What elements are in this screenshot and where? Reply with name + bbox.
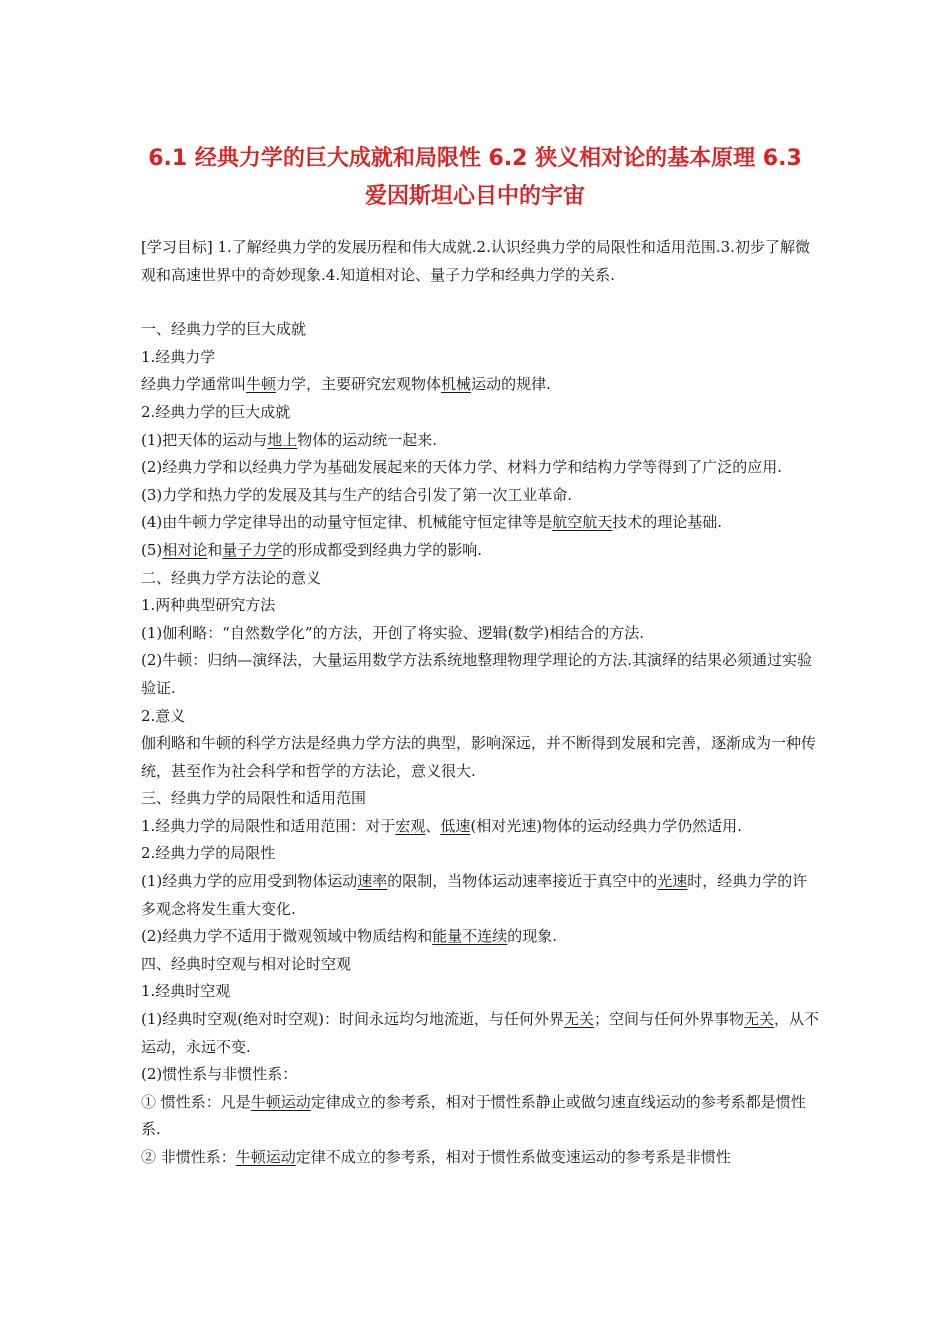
blank-answer: 无关: [744, 1010, 775, 1029]
section-4-sub-1: 1.经典时空观: [141, 982, 231, 1001]
section-2-sub-2: 2.意义: [141, 706, 186, 725]
section-3-item-2: (2)经典力学不适用于微观领域中物质结构和能量不连续的现象.: [141, 927, 558, 946]
section-3-sub-1: 1.经典力学的局限性和适用范围：对于宏观、低速(相对光速)物体的运动经典力学仍然适用.: [141, 816, 742, 835]
page-title: [120, 140, 830, 216]
blank-answer: 地上: [267, 430, 298, 449]
section-1-heading: 一、经典力学的巨大成就: [141, 320, 307, 339]
section-4-circled-1: ① 惯性系：凡是牛顿运动定律成立的参考系，相对于惯性系静止或做匀速直线运动的参考系都是惯性系.: [141, 1092, 806, 1139]
section-2-item-1: (1)伽利略：“自然数学化”的方法，开创了将实验、逻辑(数学)相结合的方法.: [141, 623, 645, 642]
section-1-item-1: (1)把天体的运动与地上物体的运动统一起来.: [141, 430, 438, 449]
blank-answer: 能量不连续: [432, 927, 508, 946]
section-2-item-2: (2)牛顿：归纳—演绎法，大量运用数学方法系统地整理物理学理论的方法.其演绎的结果必须通过实验验证.: [141, 651, 813, 697]
section-4-item-2: (2)惯性系与非惯性系：: [141, 1065, 298, 1084]
section-2-heading: 二、经典力学方法论的意义: [141, 568, 322, 587]
section-1-item-3: (3)力学和热力学的发展及其与生产的结合引发了第一次工业革命.: [141, 485, 573, 504]
blank-answer: 无关: [563, 1010, 594, 1029]
blank-answer: 量子力学: [222, 540, 283, 559]
section-4-circled-2: ② 非惯性系：牛顿运动定律不成立的参考系，相对于惯性系做变速运动的参考系是非惯性: [141, 1148, 731, 1166]
blank-answer: 牛顿运动: [250, 1092, 311, 1111]
section-1-paragraph: 经典力学通常叫牛顿力学，主要研究宏观物体机械运动的规律.: [141, 375, 551, 394]
blank-answer: 光速: [657, 872, 688, 891]
blank-answer: 牛顿运动: [235, 1148, 296, 1166]
learning-objectives: [学习目标] 1.了解经典力学的发展历程和伟大成就.2.认识经典力学的局限性和适用范围.3.初步了解微观和高速世界中的奇妙现象.4.知道相对论、量子力学和经典力学的关系.: [141, 238, 810, 284]
title-line-2: 爱因斯坦心目中的宇宙: [364, 184, 585, 209]
section-3-heading: 三、经典力学的局限性和适用范围: [141, 789, 367, 808]
section-1-item-4: (4)由牛顿力学定律导出的动量守恒定律、机械能守恒定律等是航空航天技术的理论基础.: [141, 513, 723, 532]
blank-answer: 牛顿: [246, 375, 277, 394]
document-body: [141, 234, 821, 1172]
spacer: [141, 289, 821, 316]
title-line-1: 6.1 经典力学的巨大成就和局限性 6.2 狭义相对论的基本原理 6.3: [148, 146, 802, 171]
section-1-item-2: (2)经典力学和以经典力学为基础发展起来的天体力学、材料力学和结构力学等得到了广泛的应用.: [141, 458, 783, 477]
blank-answer: 相对论: [162, 540, 208, 559]
section-1-sub-1: 1.经典力学: [141, 347, 216, 366]
section-4-heading: 四、经典时空观与相对论时空观: [141, 954, 352, 973]
blank-answer: 速率: [357, 872, 388, 891]
section-1-item-5: (5)相对论和量子力学的形成都受到经典力学的影响.: [141, 540, 483, 559]
section-3-sub-2: 2.经典力学的局限性: [141, 844, 276, 863]
blank-answer: 宏观: [395, 816, 426, 835]
section-3-item-1: (1)经典力学的应用受到物体运动速率的限制，当物体运动速率接近于真空中的光速时，经典力学的许多观念将发生重大变化.: [141, 872, 808, 918]
section-2-sub-1: 1.两种典型研究方法: [141, 596, 276, 615]
section-2-paragraph: 伽利略和牛顿的科学方法是经典力学方法的典型，影响深远，并不断得到发展和完善，逐渐成为一种传统，甚至作为社会科学和哲学的方法论，意义很大.: [141, 734, 817, 780]
blank-answer: 低速: [440, 816, 471, 835]
section-1-sub-2: 2.经典力学的巨大成就: [141, 402, 291, 421]
blank-answer: 机械: [441, 375, 472, 394]
section-4-item-1: (1)经典时空观(绝对时空观)：时间永远均匀地流逝，与任何外界无关；空间与任何外界事物无关，从不运动，永远不变.: [141, 1010, 820, 1056]
blank-answer: 航空航天: [552, 513, 613, 532]
